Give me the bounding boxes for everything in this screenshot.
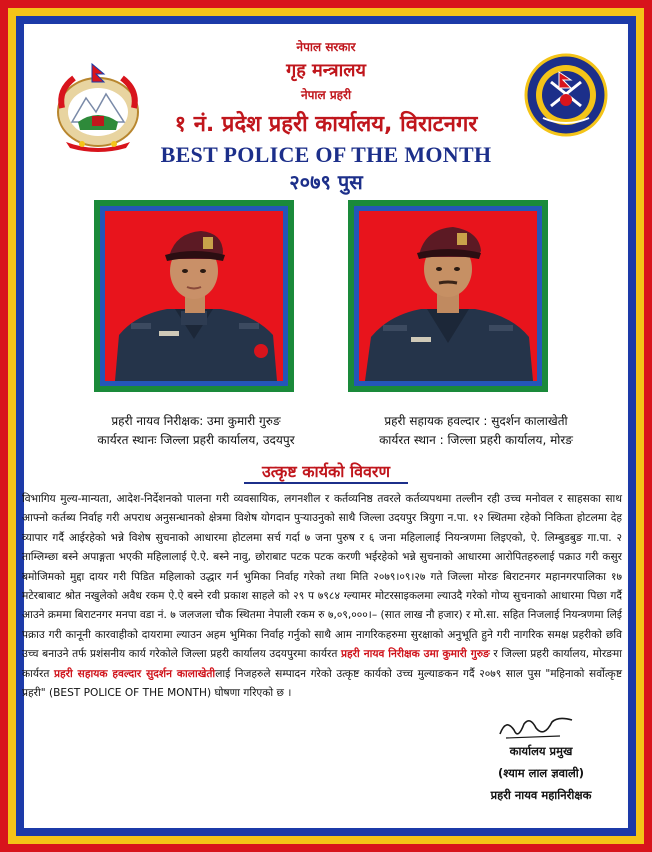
officer-rank-name: प्रहरी सहायक हवल्दार : सुदर्शन कालाखेती — [384, 414, 568, 428]
officer-portrait-male — [359, 211, 537, 381]
border-bottom-yellow — [0, 836, 652, 844]
officer-posting: कार्यरत स्थान : जिल्ला प्रहरी कार्यालय, मोरङ — [379, 433, 573, 447]
office-title: १ नं. प्रदेश प्रहरी कार्यालय, विराटनगर — [174, 112, 478, 137]
border-top-red — [0, 0, 652, 8]
border-bottom-red — [0, 844, 652, 852]
description-text-part-2: र जिल्ला प्रहरी कार्यालय, मोरङमा कार्यरत — [22, 648, 622, 680]
description-title-underline — [244, 482, 408, 484]
officer-photo-2 — [348, 200, 548, 392]
officer-posting: कार्यरत स्थानः जिल्ला प्रहरी कार्यालय, उदयपुर — [97, 433, 295, 447]
police-label: नेपाल प्रहरी — [300, 88, 352, 102]
government-label: नेपाल सरकार — [296, 40, 356, 54]
award-month: २०७९ पुस — [289, 170, 363, 194]
signature-scribble — [496, 714, 576, 744]
officer-caption-1 — [56, 412, 336, 450]
officer-photo-1 — [94, 200, 294, 392]
award-title: BEST POLICE OF THE MONTH — [160, 142, 492, 167]
border-right-red — [644, 0, 652, 852]
description-text-part-3: लाई निजहरुले सम्पादन गरेको उत्कृष्ट कार्यको उच्च मुल्याङकन गर्दै २०७९ साल पुस "महिनाको सर्वोत्कृष्ट प्रहरी" (BEST POLICE OF THE MONTH) घोषणा गरिएको छ । — [22, 667, 623, 700]
officer-rank-name: प्रहरी नायव निरीक्षक: उमा कुमारी गुरुङ — [111, 414, 281, 428]
signature-title: कार्यालय प्रमुख — [509, 744, 573, 758]
certificate-page — [22, 24, 626, 828]
signature-rank: प्रहरी नायव महानिरीक्षक — [490, 788, 592, 802]
border-right-blue — [628, 16, 636, 836]
signature-name: (श्याम लाल ज्ञवाली) — [497, 766, 585, 780]
border-top-blue — [0, 16, 652, 24]
officer-portrait-female — [105, 211, 283, 381]
description-title: उत्कृष्ट कार्यको विवरण — [261, 462, 391, 481]
description-body — [22, 490, 622, 703]
highlight-officer-2: प्रहरी सहायक हवल्दार सुदर्शन कालाखेती — [54, 667, 216, 680]
border-right-yellow — [636, 8, 644, 844]
border-top-yellow — [0, 8, 652, 16]
highlight-officer-1: प्रहरी नायव निरीक्षक उमा कुमारी गुरुङ — [341, 648, 490, 661]
officer-caption-2 — [326, 412, 626, 450]
description-text-part-1: विभागिय मुल्य-मान्यता, आदेश-निर्देशनको पालना गरी व्यवसायिक, लगनशील र कर्तव्यनिष्ठ तवरले कर्तव्यपथमा तल्लीन रही उच्च मनोवल र साहसका साथ आफ्नो कर्तब्य निर्वाह गरी अपराध अनुसन्धानको क्षेत्रमा विशेष योगदान पुर्‍याउनुको साथै जिल्ला उदयपुर त्रियुगा न.पा. १२ स्थितमा रहेको निकिता होटलमा देह व्यापार गर्दै आईरहेको भन्ने विशेष सुचनाको आधारमा होटलमा सर्च गर्दा ७ जना पुरुष र ६ जना महिलालाई नियन्त्रणमा लिइएको, ऐ. लिम्बुडबुङ गा.पा. २ ताम्लिम्छा बस्ने अपाङ्गता भएकी महिलालाई ऐ.ऐ. बस्ने नावु, छोराबाट पटक पटक करणी भईरहेको भन्ने सुचनाको आधारमा आरोपितहरुलाई पक्राउ गरी कसुर बमोजिमको मुद्दा दायर गरी पिडित महिलाको उद्धार गर्न भुमिका निर्वाह गरेको तथा मिति २०७९।०९।२७ गते जिल्ला मोरङ बिराटनगर महानगरपालिका १७ मटेरबाबाट श्रोत नखुलेको अवैध रकम ऐ.ऐ बस्ने रवी प्रकाश साहले को २९ प ७९८४ ग्ल्यामर मोटरसाइकलमा ल्याउदै गरेको गोप्य सुचनाको आधारमा पिछा गर्दै आउने क्रममा बिराटनगर मनपा वडा नं. ७ जलजला चौक स्थितमा नेपाली रकम रु ७,०९,०००।– (सात लाख नौ हजार) र मो.सा. सहित निजलाई नियन्त्रणमा लिई पक्राउ गरी कानूनी कारवाहीको दायरामा ल्याउन अहम भुमिका निर्वाह गर्नुको साथै आम नागरिकहरुमा सुरक्षाको अनुभूति हुने गरी नागरिक समक्ष प्रहरीको छवि उच्च बनाउने तर्फ प्रशंसनीय कार्य गरेकोले जिल्ला प्रहरी कार्यालय उदयपुरमा कार्यरत — [22, 493, 623, 661]
border-left-blue — [16, 16, 24, 836]
border-left-red — [0, 0, 8, 852]
border-bottom-blue — [0, 828, 652, 836]
border-left-yellow — [8, 8, 16, 844]
ministry-title: गृह मन्त्रालय — [286, 60, 366, 81]
